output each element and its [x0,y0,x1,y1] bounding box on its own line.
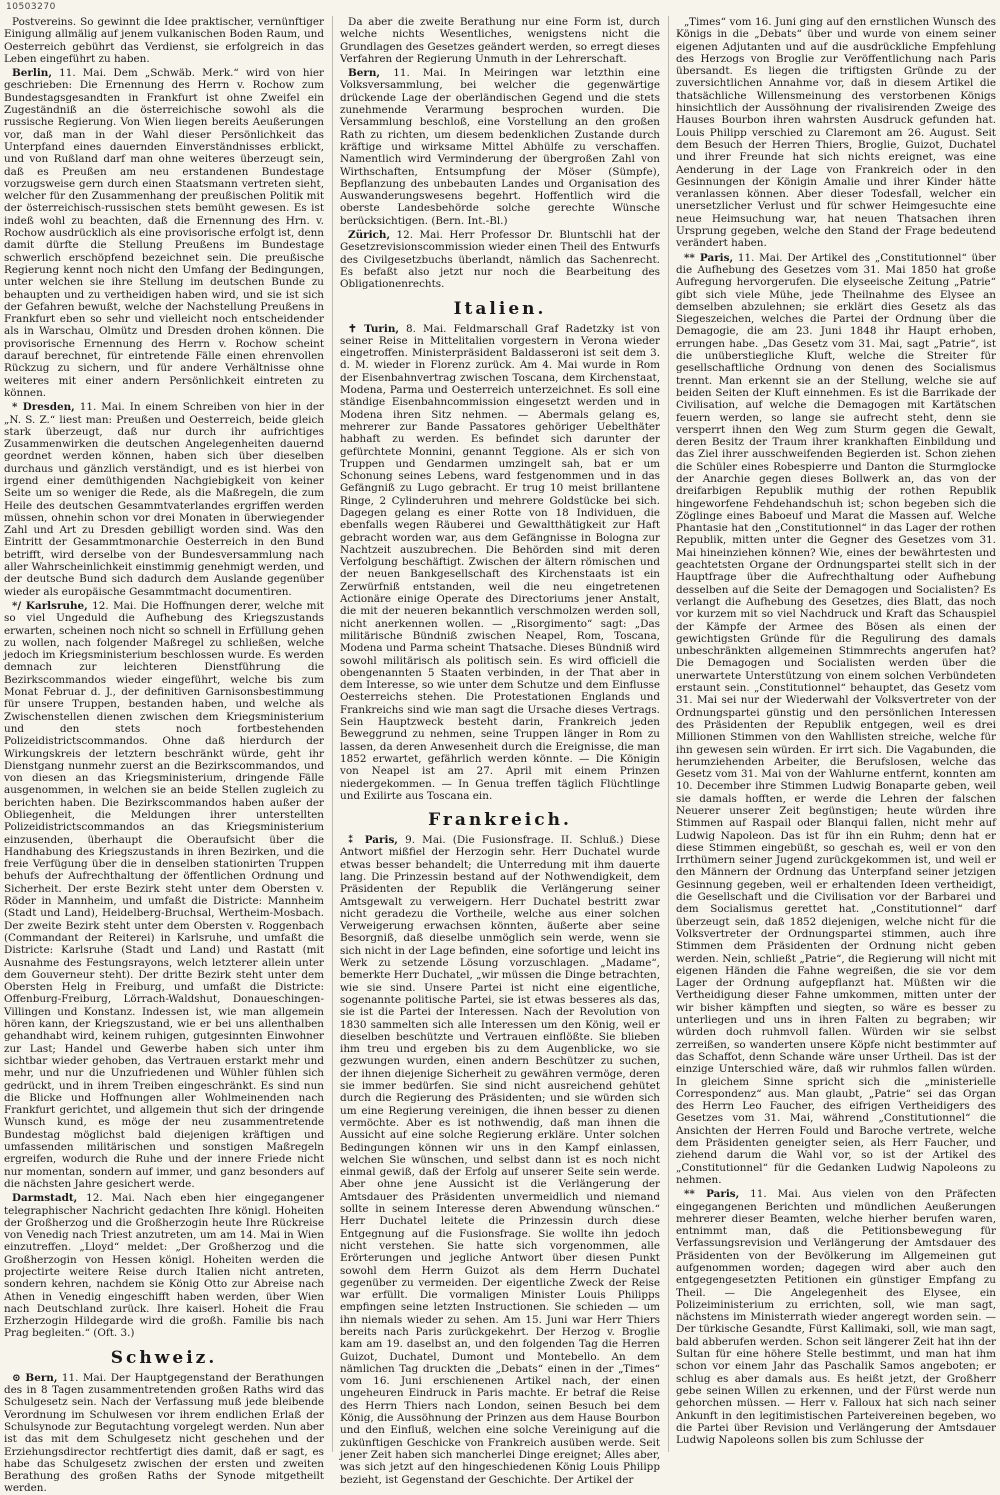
article-paragraph [676,252,996,1187]
dateline: * Dresden, [12,401,75,414]
section-heading: Schweiz. [110,1347,218,1368]
article-text: 9. Mai. (Die Fusionsfrage. II. Schluß.) Diese Antwort mißfiel der Herzogin sehr. Herr Duchatel wurde etwas besser behandelt; die Unterredung mit ihm dauerte lang. Die Prinzessin bestand auf der Nothwendigkeit, dem Präsidenten der Republik die Verlängerung seiner Amtsgewalt zu verweigern. Herr Duchatel bestritt zwar nicht geradezu die Vortheile, welche aus einer solchen Verweigerung erwachsen könnten, äußerte aber seine Besorgniß, daß dieselbe unmöglich sein werde, wenn sie sich nicht in der Lage befinden, eine sofortige und leicht ins Werk zu setzende Lösung vorzuschlagen. „Madame“, bemerkte Herr Duchatel, „wir müssen die Dinge betrachten, wie sie sind. Unsere Partei ist nicht eine eigentliche, sogenannte politische Partei, sie ist etwas besseres als das, sie ist die Partei der Interessen. Nach der Revolution von 1830 sammelten sich alle Interessen um den König, weil er dieselben beschützte und Vertrauen einflößte. Sie blieben ihm treu und ergeben bis zu dem Augenblicke, wo sie gezwungen wurden, einen andern Beschützer zu suchen, der ihnen diejenige Sicherheit zu gewähren vermöge, deren sie immer bedürfen. Sie sind nicht ausreichend gehütet durch die Regierung des Präsidenten; und sie würden sich um eine Regierung vereinigen, die ihnen besser zu dienen vermöchte. Aber es ist nothwendig, daß man ihnen die Aussicht auf eine solche Regierung erkläre. Unter solchen Bedingungen können wir uns in den Kampf einlassen, welchen Sie wünschen, und selbst dann ist es noch nicht einmal gewiß, daß der Erfolg auf unserer Seite sein werde. Aber ohne jene Aussicht ist die Verlängerung der Amtsdauer des Präsidenten unvermeidlich und niemand sollte in seinem Interesse deren Abwendung wünschen.“ Herr Duchatel leitete die Prinzessin durch diese Entgegnung auf die Fusionsfrage. Sie wollte ihn jedoch nicht verstehen. Sie hatte sich vorgenommen, alle Erörterungen und jegliche Antwort über diesen Punkt sowohl dem Herrn Guizot als dem Herrn Duchatel gegenüber zu vermeiden. Der eigentliche Zweck der Reise war erfüllt. Die vormaligen Minister Louis Philipps empfingen seine letzten Instructionen. Sie schieden — um ihn niemals wieder zu sehen. Am 15. Juni war Herr Thiers bereits nach Paris zurückgekehrt. Der Herzog v. Broglie kam am 19. daselbst an, und den folgenden Tag die Herren Guizot, Duchatel, Dumont und Montebello. An dem nämlichen Tag druckten die „Debats“ einen in der „Times“ vom 16. Juni erschienenen Artikel nach, der einen ungeheuren Eindruck in Paris machte. Er betraf die Reise des Herrn Thiers nach London, seinen Besuch bei dem König, die Aussöhnung der Prinzen aus dem Hause Bourbon und den Einfluß, welchen eine solche Vereinigung auf die zukünftigen Geschicke von Frankreich ausüben werde. Seit jener Zeit haben sich mancherlei Dinge ereignet; Alles aber, was sich jetzt auf den hingeschiedenen König Louis Philipp bezieht, ist Gegenstand der Geschichte. Der Artikel der [340,834,661,1486]
dateline: ** Paris, [684,251,734,264]
dateline: Berlin, [12,67,52,80]
article-paragraph [340,229,660,290]
column-1 [4,16,325,1495]
column-3 [668,16,996,1452]
article-paragraph [340,323,660,803]
page-id: 10503270 [6,2,56,12]
article-text: Postvereins. So gewinnt die Idee praktischer, vernünftiger Einigung allmälig auf jenem vulkanischen Boden Raum, und Oesterreich gebührt das Verdienst, sie erfolgreich in das Leben eingeführt zu haben. [4,16,324,65]
article-paragraph [676,16,996,250]
section-heading: Italien. [453,298,547,319]
article-paragraph [4,16,324,65]
article-paragraph [4,401,324,598]
article-paragraph [340,834,660,1486]
article-text: 11. Mai. Aus vielen von den Präfecten eingegangenen Berichten und mündlichen Aeußerungen mehrerer dieser Beamten, welche hierher berufen waren, entnimmt man, daß die Petitionsbewegung für Verfassungsrevision und Verlängerung der Amtsdauer des Präsidenten von der Bevölkerung im Allgemeinen gut aufgenommen worden; dagegen wird aber auch den entgegengesetzten Petitionen ein günstiger Empfang zu Theil. — Die Angelegenheit des Elysee, ein Polizeiministerium zu errichten, soll, wie man sagt, nächstens im Ministerrath wieder angeregt worden sein. — Der türkische Gesandte, Fürst Kallimaki, soll, wie man sagt, bald abberufen werden. Schon seit längerer Zeit hat ihn der Sultan für eine höhere Stelle bestimmt, und man hat ihm schon vor einem Jahr das Paschalik Samos angeboten; er schlug es aber damals aus. Es heißt jetzt, der Großherr gebe seinen Willen zu erkennen, und der Fürst werde nun gehorchen müssen. — Herr v. Falloux hat sich nach seiner Ankunft in den legitimistischen Parteivereinen begeben, wo die Partei über Revision und Verlängerung der Amtsdauer Ludwig Napoleons sollen bis zum Schlusse der [676,1188,997,1447]
article-paragraph [4,600,324,1190]
dateline: ** Paris, [684,1188,740,1201]
newspaper-columns [4,16,997,1495]
article-text: 11. Mai. Der Hauptgegenstand der Berathungen des in 8 Tagen zusammentretenden großen Raths wird das Schulgesetz sein. Nach der Verfassung muß jede bleibende Verordnung im Schulwesen vor ihrem endlichen Erlaß der Schulsynode zur Begutachtung vorgelegt werden. Nun aber ist das mit dem Schulgesetz nicht geschehen und der Erziehungsdirector rechtfertigt dies damit, daß er sagt, es habe das Schulgesetz zwischen der ersten und zweiten Berathung des großen Raths der Synode mitgetheilt werden. [4,1371,324,1495]
article-text: „Times“ vom 16. Juni ging auf den ernstlichen Wunsch des Königs in die „Debats“ über und wurde von einem seiner eigenen Adjutanten und auf die ausdrückliche Empfehlung des Herzogs von Broglie zur Veröffentlichung nach Paris übersandt. Es liegen die triftigsten Gründe zu der zuversichtlichen Annahme vor, daß in diesem Artikel die thatsächliche Willensmeinung des verstorbenen Königs hinsichtlich der Aussöhnung der rivalisirenden Zweige des Hauses Bourbon ihren wahrsten Ausdruck gefunden hat. Louis Philipp verschied zu Claremont am 26. August. Seit dem Besuch der Herren Thiers, Broglie, Guizot, Duchatel und ihrer Freunde hat sich nichts ereignet, was eine Aenderung in der Lage von Frankreich oder in den Gesinnungen der Königin Amalie und ihrer Kinder hätte veranlassen können. Aber dieser Todesfall, welcher ein unersetzlicher Verlust und für schwer Heimgesuchte eine neue Heimsuchung war, hat neuen Thatsachen ihren Ursprung gegeben, welche den Stand der Frage bedeutend verändert haben. [676,16,996,250]
dateline: Zürich, [348,229,391,242]
article-text: 11. Mai. Dem „Schwäb. Merk.“ wird von hier geschrieben: Die Ernennung des Herrn v. Rochow zum Bundestagsgesandten in Frankfurt ist ohne Zweifel ein Zugeständniß an die österreichische sowohl als die russische Regierung. Von Wien liegen bereits Aeußerungen vor, daß man in der Wahl dieser Persönlichkeit das Unterpfand eines dauernden Einverständnisses erblickt, und von Rußland darf man ohne weiteres überzeugt sein, daß es Preußen am neu erstandenen Bundestage vorzugsweise gern durch einen Staatsmann vertreten sieht, welcher für den Zusammenhang der preußischen Politik mit der österreichisch-russischen stets bemüht gewesen. Es ist indeß wohl zu beachten, daß die Ernennung des Hrn. v. Rochow ausdrücklich als eine provisorische erfolgt ist, denn damit dürfte die Stellung Preußens im Bundestage schwerlich erschöpfend bezeichnet sein. Die preußische Regierung kennt noch nicht den Umfang der Bedingungen, unter welchen sie ihre Stellung im deutschen Bunde zu behaupten und zu vertheidigen haben wird, und sie ist sich der Gefahren bewußt, welche der Nachstellung Preußens in Frankfurt eben so sehr und vielleicht noch entscheidender als in Warschau, Olmütz und Dresden drohen können. Die provisorische Ernennung des Herrn v. Rochow scheint darauf berechnet, für eintretende Fälle einen ehrenvollen Rückzug zu sichern, und für andere Verhältnisse ohne weiteres mit einer andern Persönlichkeit eintreten zu können. [4,67,324,399]
dateline: Darmstadt, [12,1192,78,1205]
article-paragraph [340,67,660,227]
article-text: 12. Mai. Die Hoffnungen derer, welche mit so viel Ungeduld die Aufhebung des Kriegszustands erwarten, scheinen noch nicht so schnell in Erfüllung gehen zu wollen, nach folgender Maßregel zu schließen, welche jedoch im Kriegsministerium beschlossen wurde. Es werden demnach zur leichteren Dienstführung die Bezirkscommandos wieder eingeführt, welche bis zum Monat Februar d. J., der definitiven Garnisonsbestimmung für unsere Truppen, bestanden haben, und welche als Zwischenstellen dienen zwischen dem Kriegsministerium und den stets noch fortbestehenden Polizeidistrictscommandos. Ohne daß hierdurch der Wirkungskreis der letztern beschränkt würde, geht ihr Dienstgang nunmehr zuerst an die Bezirkscommandos, und von diesen an das Kriegsministerium, dringende Fälle ausgenommen, in welchen sie an beide Stellen zugleich zu berichten haben. Die Bezirkscommandos haben außer der Obliegenheit, die Meldungen ihrer unterstellten Polizeidistrictscommandos an das Kriegsministerium einzusenden, überhaupt die Oberaufsicht über die Handhabung des Kriegszustands in ihren Bezirken, und die freie Verfügung über die in denselben stationirten Truppen behufs der Aufrechthaltung der öffentlichen Ordnung und Sicherheit. Der erste Bezirk steht unter dem Obersten v. Röder in Mannheim, und umfaßt die Districte: Mannheim (Stadt und Land), Heidelberg-Bruchsal, Wertheim-Mosbach. Der zweite Bezirk steht unter dem Obersten v. Roggenbach (Commandant der Reiterei) in Karlsruhe, und umfaßt die Districte: Karlsruhe (Stadt und Land) und Rastatt (mit Ausnahme des Festungsrayons, welch letzterer allein unter dem Gouverneur steht). Der dritte Bezirk steht unter dem Obersten Helg in Freiburg, und umfaßt die Districte: Offenburg-Freiburg, Lörrach-Waldshut, Donaueschingen-Villingen und Konstanz. Indessen ist, wie man allgemein hören kann, der Kriegszustand, wie er bei uns allenthalben gehandhabt wird, keinem ruhigen, gutgesinnten Einwohner zur Last; Handel und Gewerbe haben sich unter ihm sichtbar wieder gehoben, das Vertrauen erstarkt mehr und mehr, und nur die Unzufriedenen und Wühler fühlen sich gedrückt, und in ihrem Treiben eingeschränkt. Es sind nun die Blicke und Hoffnungen aller Wohlmeinenden nach Frankfurt gerichtet, und allgemein thut sich der dringende Wunsch kund, es möge der neu zusammentretende Bundestag möglichst bald diejenigen kräftigen und umfassenden militärischen und sonstigen Maßregeln ergreifen, wodurch die Ruhe und der innere Friede nicht nur momentan, sondern auf immer, und ganz besonders auf die nächsten Jahre gesichert werde. [4,599,324,1190]
dateline: ⁑ Paris, [348,834,398,847]
article-text: 12. Mai. Nach eben hier eingegangener telegraphischer Nachricht gedachten Ihre königl. Hoheiten der Großherzog und die Großherzogin heute Ihre Rückreise von Venedig nach Triest anzutreten, um am 14. Mai in Wien einzutreffen. „Lloyd“ meldet: „Der Großherzog und die Großherzogin von Hessen königl. Hoheiten werden die projectirte weitere Reise durch Italien nicht antreten, sondern kehren, nachdem sie König Otto zur Abreise nach Athen in Venedig eingeschifft haben werden, über Wien nach Deutschland zurück. Ihre kaiserl. Hoheit die Frau Erzherzogin Hildegarde wird die großh. Familie bis nach Prag begleiten.“ (Oft. 3.) [4,1192,324,1340]
dateline: ⊙ Bern, [12,1371,58,1384]
article-text: Da aber die zweite Berathung nur eine Form ist, durch welche nichts Wesentliches, wenigstens nicht die Grundlagen des Gesetzes geändert werden, so erregt dieses Verfahren der Regierung Unmuth in der Lehrerschaft. [340,16,660,65]
dateline: */ Karlsruhe, [12,599,88,612]
article-paragraph [4,1372,324,1495]
dateline: ✝ Turin, [348,322,399,335]
article-text: 8. Mai. Feldmarschall Graf Radetzky ist von seiner Reise in Mittelitalien vorgestern in Verona wieder eingetroffen. Ministerpräsident Baldasseroni ist seit dem 3. d. M. wieder in Florenz zurück. Am 4. Mai wurde in Rom der Eisenbahnvertrag zwischen Toscana, dem Kirchenstaat, Modena, Parma und Oesterreich unterzeichnet. Es soll eine ständige Eisenbahncommission eingesetzt werden und in Modena ihren Sitz nehmen. — Abermals gelang es, mehrerer zur Bande Passatores gehöriger Uebelthäter habhaft zu werden. Es befindet sich darunter der gefürchtete Monnini, genannt Teggione. Als er sich von Truppen und Gendarmen umzingelt sah, bat er um Schonung seines Lebens, ward festgenommen und in das Gefängniß zu Lugo gebracht. Er trug 10 meist brillantene Ringe, 2 Cylinderuhren und mehrere Goldstücke bei sich. Dagegen gelang es einer Rotte von 18 Individuen, die ebenfalls wegen Räuberei und Gewaltthätigkeit zur Haft gebracht worden war, aus dem Gefängnisse in Bologna zur Nachtzeit auszubrechen. Die Behörden sind mit deren Verfolgung beschäftigt. Zwischen der ältern römischen und der neuen Bankgesellschaft des Kirchenstaats ist ein Zerwürfniß entstanden, weil die neu eingetretenen Actionäre einige Operate des Directoriums jener Anstalt, die mit der neueren bekanntlich verschmolzen werden soll, nicht anerkennen wollen. — „Risorgimento“ sagt: „Das militärische Bündniß zwischen Neapel, Rom, Toscana, Modena und Parma scheint Thatsache. Dieses Bündniß wird sowohl militärisch als politisch sein. Es wird officiell die obengenannten 5 Staaten verbinden, in der That aber in dem Interesse, so wie unter dem Schutze und dem Einflusse Oesterreichs stehen. Die Protestationen Englands und Frankreichs sind wie man sagt die Ursache dieses Vertrags. Sein Hauptzweck besteht darin, Frankreich jeden Beweggrund zu nehmen, seine Truppen länger in Rom zu lassen, da deren Anwesenheit durch die Ereignisse, die man 1852 erwartet, gefährlich werden könnte. — Die Königin von Neapel ist am 27. April mit einem Prinzen niedergekommen. — In Genua treffen täglich Flüchtlinge und Exilirte aus Toscana ein. [340,322,660,802]
column-2 [332,16,661,1486]
section-heading: Frankreich. [428,810,572,831]
article-text: 11. Mai. In einem Schreiben von hier in der „N. S. Z.“ liest man: Preußen und Oesterreich, beide gleich stark überzeugt, daß nur durch ihr aufrichtiges Zusammenwirken die deutschen Angelegenheiten dauernd geordnet werden können, haben sich über dieselben durchaus und gänzlich verständigt, und es ist hierbei von irgend einer demüthigenden Nachgiebigkeit von keiner Seite um so weniger die Rede, als die Maßregeln, die zum Heile des deutschen Gesammtvaterlandes ergriffen werden müssen, ohnehin schon vor drei Monaten in überwiegender Zahl und Art zu Dresden gebilligt worden sind. Was den Eintritt der Gesammtmonarchie Oesterreich in den Bund betrifft, wird derselbe von der Bundesversammlung nach aller Wahrscheinlichkeit einstimmig genehmigt werden, und der deutsche Bund sich dadurch dem Auslande gegenüber wieder als europäische Gesammtmacht documentiren. [4,401,325,598]
article-paragraph [4,67,324,399]
article-paragraph [340,16,660,65]
dateline: Bern, [348,67,381,80]
article-text: 11. Mai. Der Artikel des „Constitutionnel“ über die Aufhebung des Gesetzes vom 31. Mai 1850 hat große Aufregung hervorgerufen. Die elyseeische Zeitung „Patrie“ gibt sich viele Mühe, jede Theilnahme des Elysee an demselben abzulehnen; sie erklärt dies Gesetz als das Siegeszeichen, welches die Partei der Ordnung über die Demagogie, die am 23. Juni 1848 ihr Haupt erhoben, errungen habe. „Das Gesetz vom 31. Mai, sagt „Patrie“, ist die unüberstiegliche Kluft, welche die Streiter für gesellschaftliche Ordnung von denen des Socialismus trennt. Man erkennt sie an der Stellung, welche sie auf beiden Seiten der Kluft einnehmen. Es ist die Barrikade der Civilisation, auf welche die Demagogen mit Kartätschen feuern werden, so lange sie aufrecht steht, denn sie versperrt ihnen den Weg zum Sturm gegen die Gewalt, deren Besitz der Traum ihrer krankhaften Einbildung und das Ziel ihrer ausschweifenden Begierden ist. Schon ziehen die Schüler eines Robespierre und Danton die Sturmglocke der Anarchie gegen dieses Bollwerk an, das von der dreifarbigen Republik muthig der rothen Republik hingeworfene Fehdehandschuh ist; schon begeben sich die Zöglinge eines Baboeuf und Marat die Massen auf. Welche Phantasie hat den „Constitutionnel“ in das Lager der rothen Republik, mitten unter die Gegner des Gesetzes vom 31. Mai hineinziehen können? Wie, eines der bewährtesten und geachtetsten Organe der Ordnungspartei stellt sich in der Hauptfrage über die Aufrechthaltung oder Aufhebung desselben auf die Seite der Demagogen und Socialisten? Es verlangt die Aufhebung des Gesetzes, dies Blatt, das noch vor kurzem mit so viel Nachdruck und Kraft das Schauspiel der Kämpfe der Armee des Bösen als einen der gewichtigsten Gründe für die Regulirung des damals unbeschränkten allgemeinen Stimmrechts angerufen hat? Die Demagogen und Socialisten werden über die unerwartete Unterstützung von einem solchen Verbündeten erstaunt sein. „Constitutionnel“ behauptet, das Gesetz vom 31. Mai sei nur der Wiederwahl der Volksvertreter von der Ordnungspartei günstig und den persönlichen Interessen des Präsidenten der Republik entgegen, weil es drei Millionen Stimmen von den Wahllisten streiche, welche für ihn gewesen sein würden. Er irrt sich. Die Vagabunden, die herumziehenden Arbeiter, die Berufslosen, welche das Gesetz vom 31. Mai von der Wahlurne entfernt, konnten am 10. December ihre Stimmen Ludwig Bonaparte geben, weil sie damals hofften, er werde die Lehren der falschen Neuerer unserer Zeit begünstigen; heute würden ihre Stimmen auf Raspail oder Blanqui fallen, nicht mehr auf Ludwig Napoleon. Das ist für ihn ein Ruhm; denn hat er diese Stimmen eingebüßt, so geschah es, weil er von den Irrthümern seiner Jugend zurückgekommen ist, und weil er den Männern der Ordnung das Unterpfand seiner jetzigen Gesinnung gegeben, weil er erhaltenden Ideen vertheidigt, die Gesellschaft und die Civilisation vor der Barbarei und dem Socialismus gerettet hat. „Constitutionnel“ darf überzeugt sein, daß 1852 diejenigen, welche nicht für die Volksvertreter der Ordnungspartei stimmen, auch ihre Stimmen dem Präsidenten der Ordnung nicht geben werden. Nein, schließt „Patrie“, die Regierung will nicht mit eigenen Händen die Fahne wegreißen, die sie vor dem Lager der Ordnung aufgepflanzt hat. Müßten wir die Vertheidigung dieser Fahne umkommen, mitten unter der wir bisher kämpften und siegten, so wäre es besser zu unterliegen und uns in ihren Falten zu begraben; wir würden doch ruhmvoll fallen. Würden wir sie selbst zerreißen, so wanderten unsere Köpfe nicht bestimmter auf das Schaffot, denn Schande wäre unser Urtheil. Das ist der einzige Unterschied wäre, daß wir ruhmlos fallen würden. In gleichem Sinne spricht sich die „ministerielle Correspondenz“ aus. Man glaubt, „Patrie“ sei das Organ des Herrn Leo Faucher, des eifrigen Vertheidigers des Gesetzes vom 31. Mai, während „Constitutionnel“ die Ansichten der Herren Fould und Baroche vertrete, welche dem Präsidenten geneigter seien, als Herr Faucher, und ziehend darum die Wahl vor, so ist der Artikel des „Constitutionnel“ für die Gedanken Ludwig Napoleons zu nehmen. [676,251,996,1186]
article-paragraph [4,1192,324,1340]
article-text: 12. Mai. Herr Professor Dr. Bluntschli hat der Gesetzrevisionscommission wieder einen Theil des Entwurfs des Civilgesetzbuchs überlandt, nämlich das Sachenrecht. Es befaßt also jetzt nur noch die Bearbeitung des Obligationenrechts. [340,229,660,291]
article-paragraph [676,1188,996,1446]
article-text: 11. Mai. In Meiringen war letzthin eine Volksversammlung, bei welcher die gegenwärtige drückende Lage der oberländischen Gegend und die stets zunehmende Verarmung besprochen wurden. Die Versammlung beschloß, eine Vorstellung an den großen Rath zu richten, um diesem bedenklichen Zustande durch kräftige und wirksame Mittel Abhülfe zu verschaffen. Namentlich wird Verminderung der übergroßen Zahl von Wirthschaften, Entsumpfung der Möser (Sümpfe), Bepflanzung des unbebauten Landes und Organisation des Auswanderungswesens begehrt. Hoffentlich wird die oberste Landesbehörde solche gerechte Wünsche berücksichtigen. (Bern. Int.-Bl.) [340,67,660,227]
